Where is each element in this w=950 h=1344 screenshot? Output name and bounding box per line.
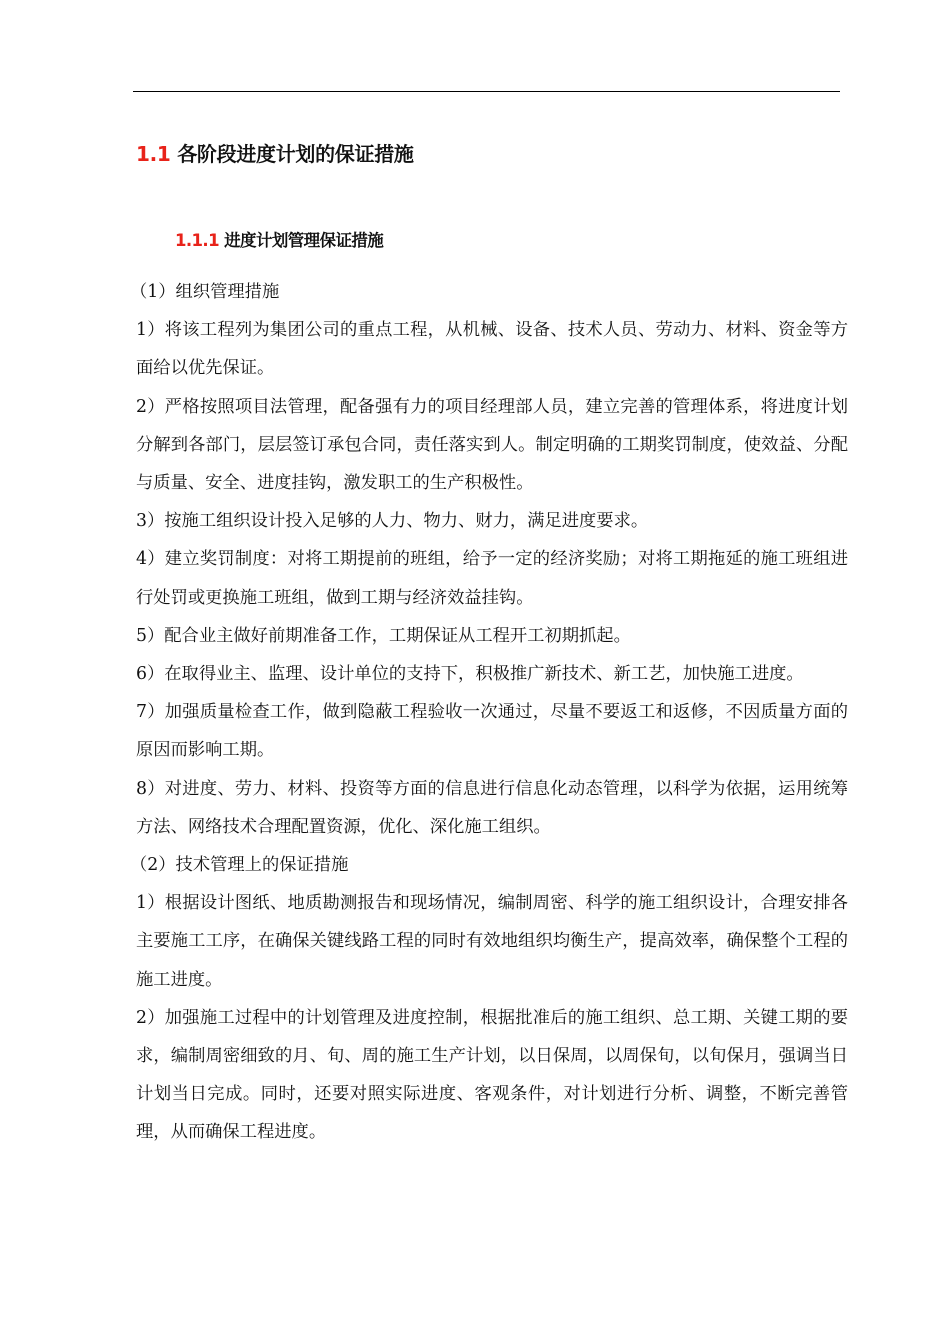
paragraph-item: 3）按施工组织设计投入足够的人力、物力、财力，满足进度要求。: [136, 511, 649, 532]
paragraph-item: 2）严格按照项目法管理，配备强有力的项目经理部人员，建立完善的管理体系，将进度计划分解到各部门，层层签订承包合同，责任落实到人。制定明确的工期奖罚制度，使效益、分配与质量、安全、进度挂钩，激发职工的生产积极性。: [136, 396, 848, 494]
section-heading: [136, 140, 414, 168]
section-number: 1.1: [136, 142, 171, 166]
paragraph-item: 1）将该工程列为集团公司的重点工程，从机械、设备、技术人员、劳动力、材料、资金等方面给以优先保证。: [136, 320, 848, 379]
subsection-heading: [175, 229, 383, 253]
sub-heading-organization: （1）组织管理措施: [130, 282, 280, 302]
paragraph-item: 1）根据设计图纸、地质勘测报告和现场情况，编制周密、科学的施工组织设计，合理安排各主要施工工序，在确保关键线路工程的同时有效地组织均衡生产，提高效率，确保整个工程的施工进度。: [136, 893, 848, 990]
paragraph-item: 7）加强质量检查工作，做到隐蔽工程验收一次通过，尽量不要返工和返修，不因质量方面的原因而影响工期。: [136, 702, 848, 761]
subsection-title: 进度计划管理保证措施: [224, 231, 384, 250]
paragraph-item: 8）对进度、劳力、材料、投资等方面的信息进行信息化动态管理，以科学为依据，运用统筹方法、网络技术合理配置资源，优化、深化施工组织。: [136, 778, 848, 837]
paragraph-item: 5）配合业主做好前期准备工作，工期保证从工程开工初期抓起。: [136, 625, 631, 646]
sub-heading-technical: （2）技术管理上的保证措施: [130, 855, 349, 876]
body-text: [130, 273, 848, 1152]
paragraph-item: 6）在取得业主、监理、设计单位的支持下，积极推广新技术、新工艺，加快施工进度。: [136, 664, 804, 685]
subsection-number: 1.1.1: [175, 231, 219, 250]
paragraph-item: 4）建立奖罚制度：对将工期提前的班组，给予一定的经济奖励；对将工期拖延的施工班组进行处罚或更换施工班组，做到工期与经济效益挂钩。: [136, 549, 848, 608]
header-rule: [133, 91, 840, 92]
paragraph-item: 2）加强施工过程中的计划管理及进度控制，根据批准后的施工组织、总工期、关键工期的要求，编制周密细致的月、旬、周的施工生产计划，以日保周，以周保旬，以旬保月，强调当日计划当日完成。同时，还要对照实际进度、客观条件，对计划进行分析、调整，不断完善管理，从而确保工程进度。: [136, 1007, 848, 1143]
section-title: 各阶段进度计划的保证措施: [177, 142, 414, 166]
